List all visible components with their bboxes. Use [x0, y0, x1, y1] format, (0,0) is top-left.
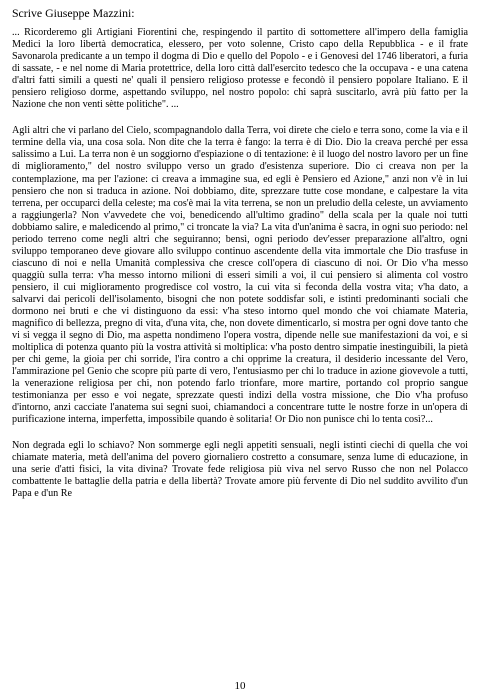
paragraph-final: Non degrada egli lo schiavo? Non sommerge egli negli appetiti sensuali, negli istinti ciechi di quella che voi chiamate materia, metà dell'anima del povero giornaliero costretto a consumare, senza lume di educazione, in una serie d'atti fisici, la vita divina? Trovate fede religiosa più viva nel servo Russo che non nel Polacco combattente le battaglie della patria e della libertà? Trovate amore più fervente di Dio nel suddito avvilito d'un Papa e d'un Re — [12, 439, 468, 499]
page-heading: Scrive Giuseppe Mazzini: — [12, 6, 135, 20]
paragraph-quote: ... Ricorderemo gli Artigiani Fiorentini che, respingendo il partito di sottomettere all'impero della famiglia Medici la loro libertà democratica, elessero, per voto solenne, Cristo capo della Repubblica - e il frate Savonarola predicante a un tempo il dogma di Dio e quello del Popolo - e i Genovesi del 1746 liberatori, a furia di sassate, - e nel nome di Maria protettrice, della loro città dall'esercito tedesco che la occupava - e una catena d'altri fatti simili a questi ne' quali il pensiero religioso protesse e fecondò il pensiero popolare Italiano. E il pensiero religioso dorme, aspettando sviluppo, nel nostro popolo: chi saprà suscitarlo, avrà più fatto per la Nazione che non venti sètte politiche". ... — [12, 27, 468, 111]
paragraph-main: Agli altri che vi parlano del Cielo, scompagnandolo dalla Terra, voi direte che cielo e terra sono, come la via e il termine della via, una cosa sola. Non dite che la terra è fango: la terra è di Dio. Dio la creava perché per essa salissimo a Lui. La terra non è un soggiorno d'espiazione o di tentazione: è il luogo del nostro lavoro per un fine di miglioramento," del nostro sviluppo verso un grado d'esistenza superiore. Dio ci creava non per la contemplazione, ma per l'azione: ci creava a immagine sua, ed egli è Pensiero ed Azione," anzi non v'è in lui pensiero che non si traduca in azione. Noi dobbiamo, dite, sprezzare tutte cose mondane, e calpestare la vita terrena, per occuparci della celeste; ma cos'è mai la vita terrena, se non un preludio della celeste, un avviamento a raggiungerla? Non v'avvedete che voi, benedicendo all'ultimo gradino" della scala per la quale noi tutti dobbiamo salire, e maledicendo al primo," ci troncate la via? La vita d'un'anima è sacra, in ogni suo periodo: nel periodo terreno come negli altri che seguiranno; bensì, ogni periodo dev'esser preparazione all'altro, ogni sviluppo temporaneo deve giovare allo sviluppo continuo ascendente della vita immortale che Dio trasfuse in ciascuno di noi e nella Umanità complessiva che cresce coll'opera di ciascuno di noi. Or Dio v'ha messo quaggiù sulla terra: v'ha messo intorno milioni di esseri simili a voi, il cui pensiero si alimenta col vostro pensiero, il cui miglioramento progredisce col vostro, la cui vita si feconda della vostra vita; v'ha dato, a salvarvi dai pericoli dell'isolamento, bisogni che non potete soddisfar soli, e istinti predominanti sociali che dormono nei bruti e che vi distinguono da essi: v'ha steso intorno quel mondo che voi chiamate Materia, magnifico di bellezza, pregno di vita, d'una vita, che, non dovete dimenticarlo, si mostra per ogni dove tanto che vi si vegga il segno di Dio, ma aspetta nondimeno l'opera vostra, dipende nelle sue manifestazioni da voi, e si moltiplica di potenza quanto più la vostra attività si moltiplica: v'ha posto dentro simpatie inestinguibili, la pietà per chi geme, la gioia per chi sorride, l'ira contro a chi opprime la creatura, il desiderio incessante del Vero, l'ammirazione pel Genio che scopre più parte di vero, l'entusiasmo per chi lo traduce in azione giovevole a tutti, la venerazione religiosa per chi, non potendo farlo trionfare, more martire, portando col proprio sangue testimonianza per esso e voi negate, sprezzate questi indizi della vostra missione, che Dio v'ha profuso d'intorno, anzi cacciate l'anatema sui segni suoi, chiamandoci a concentrare tutte le nostre forze in un'opera di purificazione interna, imperfetta, impossibile quando è solitaria! Or Dio non punisce chi lo tenta così?... — [12, 125, 468, 426]
page-number: 10 — [234, 680, 246, 692]
